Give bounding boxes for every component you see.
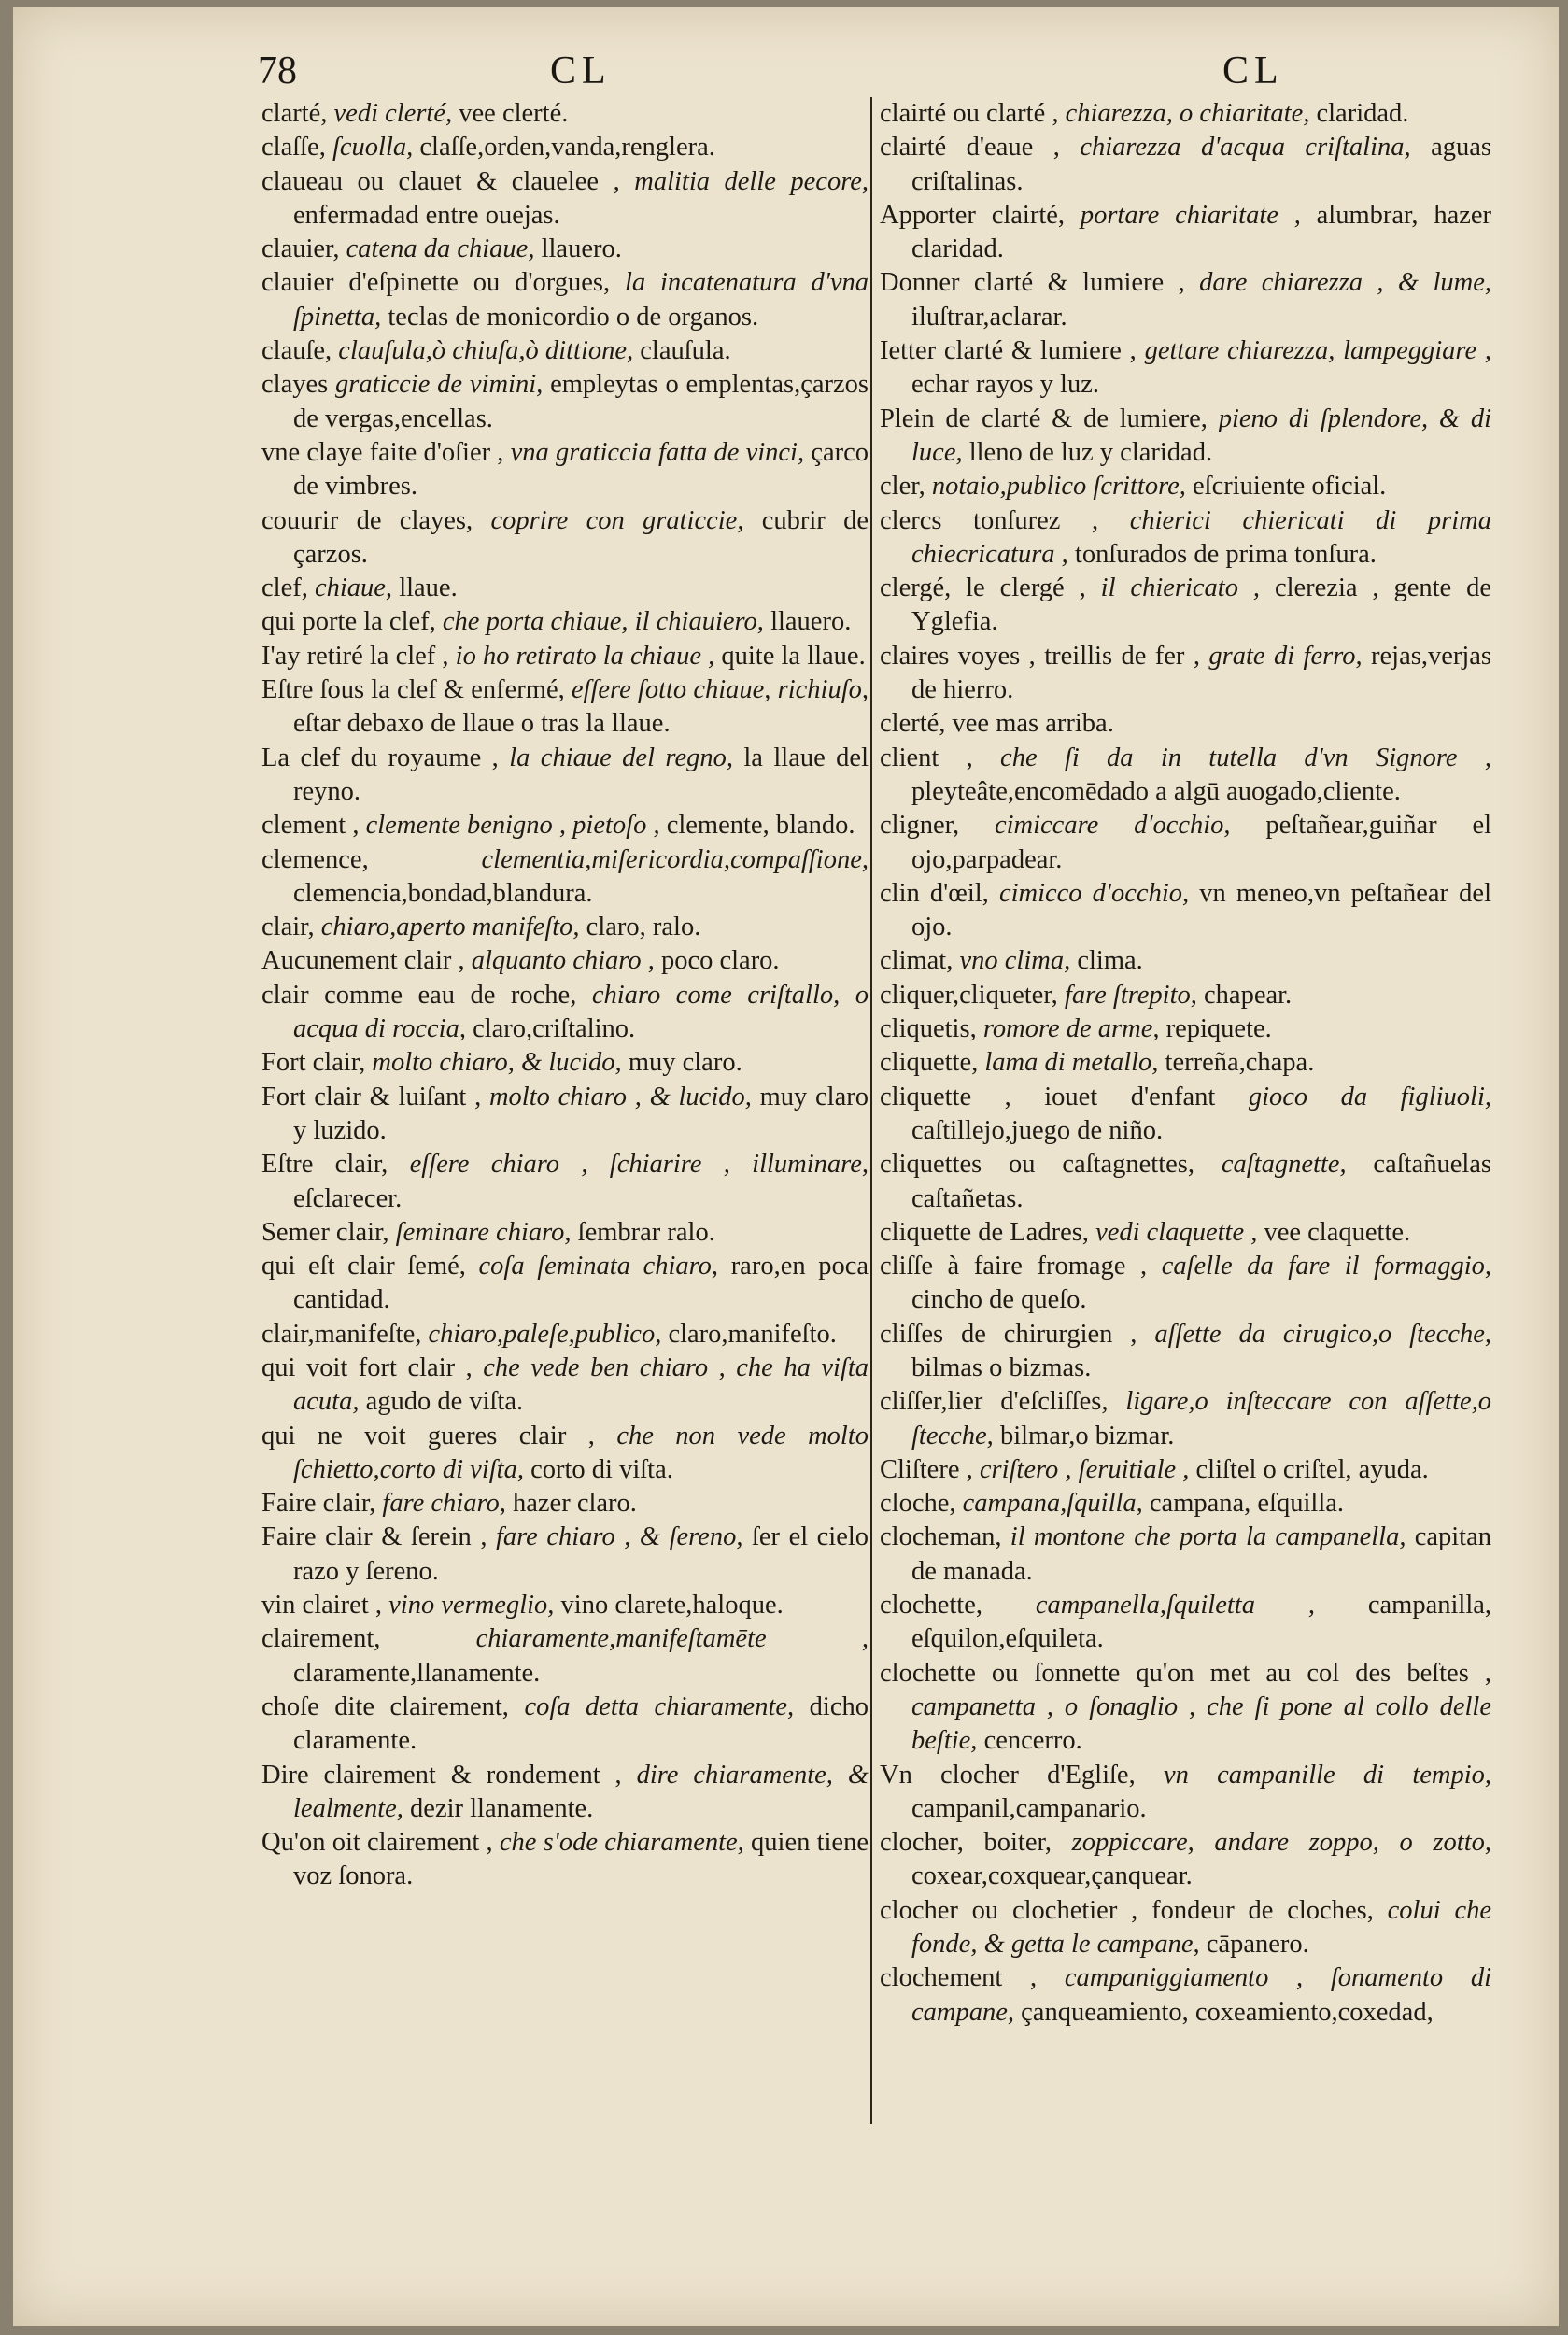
dictionary-entry bbox=[880, 1894, 1491, 1962]
spanish-translation: clerezia , gente de Yglefia. bbox=[911, 573, 1491, 637]
dictionary-entry bbox=[880, 707, 1491, 741]
french-headword: Eſtre clair, bbox=[261, 1150, 388, 1180]
italian-translation: grate di ferro, bbox=[1208, 641, 1363, 671]
italian-translation: ligare,o inſteccare con aſſette,o ſtecche, bbox=[911, 1387, 1492, 1451]
spanish-translation: iluſtrar,aclarar. bbox=[911, 302, 1067, 332]
french-headword: clauier, bbox=[261, 234, 340, 264]
italian-translation: eſſere ſotto chiaue, richiuſo, bbox=[571, 675, 869, 705]
spanish-translation: çanqueamiento, coxeamiento,coxedad, bbox=[1021, 1997, 1434, 2027]
spanish-translation: quite la llaue. bbox=[721, 641, 866, 671]
spanish-translation: claramente,llanamente. bbox=[293, 1658, 541, 1688]
spanish-translation: llauero. bbox=[541, 234, 622, 264]
dictionary-entry bbox=[880, 1081, 1491, 1149]
french-headword: cliquette , iouet d'enfant bbox=[880, 1082, 1216, 1111]
italian-translation: che porta chiaue, il chiauiero, bbox=[442, 607, 764, 637]
dictionary-entry bbox=[261, 97, 869, 131]
french-headword: cliquette de Ladres, bbox=[880, 1217, 1089, 1247]
french-headword: La clef du royaume , bbox=[261, 743, 499, 772]
spanish-translation: clauſula. bbox=[640, 336, 731, 366]
right-running-head: CL bbox=[1222, 50, 1284, 92]
italian-translation: coſa ſeminata chiaro, bbox=[478, 1252, 719, 1281]
french-headword: clement , bbox=[261, 811, 360, 841]
italian-translation: zoppiccare, andare zoppo, o zotto, bbox=[1071, 1828, 1492, 1858]
column-divider bbox=[870, 97, 872, 2124]
dictionary-entry bbox=[261, 673, 869, 742]
spanish-translation: cencerro. bbox=[983, 1726, 1082, 1756]
italian-translation: gettare chiarezza, lampeggiare , bbox=[1144, 336, 1492, 366]
dictionary-entry bbox=[261, 1216, 869, 1250]
italian-translation: ſcuolla, bbox=[332, 133, 414, 163]
italian-translation: chierici chiericati di prima chiecricatura , bbox=[911, 505, 1491, 569]
french-headword: qui voit fort clair , bbox=[261, 1352, 473, 1382]
dictionary-entry bbox=[880, 1487, 1491, 1521]
dictionary-entry bbox=[880, 1961, 1491, 2030]
italian-translation: io ho retirato la chiaue , bbox=[455, 641, 715, 671]
french-headword: claueau ou clauet & clauelee , bbox=[261, 166, 620, 196]
french-headword: clochette, bbox=[880, 1591, 982, 1620]
dictionary-entry bbox=[261, 368, 869, 436]
dictionary-entry bbox=[261, 1826, 869, 1894]
spanish-translation: llaue. bbox=[399, 573, 458, 603]
italian-translation: la incatenatura d'vna ſpinetta, bbox=[293, 268, 869, 332]
french-headword: clayes bbox=[261, 370, 329, 400]
dictionary-entry bbox=[880, 944, 1491, 978]
italian-translation: graticcie de vimini, bbox=[335, 370, 544, 400]
spanish-translation: rejas,verjas de hierro. bbox=[911, 641, 1492, 705]
italian-translation: campana,ſquilla, bbox=[962, 1489, 1143, 1519]
italian-translation: notaio,publico ſcrittore, bbox=[931, 472, 1186, 502]
french-headword: vne claye faite d'oſier , bbox=[261, 437, 504, 467]
spanish-translation: bilmas o bizmas. bbox=[911, 1352, 1092, 1382]
italian-translation: molto chiaro, & lucido, bbox=[372, 1048, 622, 1078]
spanish-translation: bilmar,o bizmar. bbox=[999, 1421, 1175, 1451]
italian-translation: caſtagnette, bbox=[1221, 1150, 1347, 1180]
french-headword: Donner clarté & lumiere , bbox=[880, 268, 1185, 298]
french-headword: Fort clair & luiſant , bbox=[261, 1082, 482, 1111]
spanish-translation: echar rayos y luz. bbox=[911, 370, 1099, 400]
dictionary-page bbox=[13, 7, 1559, 2326]
spanish-translation: peſtañear,guiñar el ojo,parpadear. bbox=[911, 811, 1492, 874]
french-headword: cliquette, bbox=[880, 1048, 979, 1078]
french-headword: clin d'œil, bbox=[880, 878, 989, 908]
spanish-translation: aguas criſtalinas. bbox=[911, 133, 1491, 196]
italian-translation: chiaramente,manifeſtamēte , bbox=[475, 1624, 869, 1654]
spanish-translation: dezir llanamente. bbox=[410, 1793, 594, 1823]
spanish-translation: tonſurados de prima tonſura. bbox=[1074, 539, 1377, 569]
spanish-translation: eſclarecer. bbox=[293, 1183, 403, 1213]
italian-translation: eſſere chiaro , ſchiarire , illuminare, bbox=[409, 1150, 869, 1180]
dictionary-entry bbox=[261, 233, 869, 266]
dictionary-entry bbox=[880, 877, 1491, 945]
spanish-translation: hazer claro. bbox=[513, 1489, 637, 1519]
italian-translation: vedi claquette , bbox=[1095, 1217, 1258, 1247]
italian-translation: pieno di ſplendore, & di luce, bbox=[911, 403, 1492, 467]
french-headword: clocheman, bbox=[880, 1522, 1002, 1552]
italian-translation: ſeminare chiaro, bbox=[395, 1217, 572, 1247]
french-headword: clauſe, bbox=[261, 336, 332, 366]
right-column bbox=[880, 97, 1491, 2030]
italian-translation: che s'ode chiaramente, bbox=[499, 1828, 744, 1858]
dictionary-entry bbox=[880, 1216, 1491, 1250]
spanish-translation: muy claro y luzido. bbox=[293, 1082, 869, 1145]
dictionary-entry bbox=[880, 97, 1491, 131]
italian-translation: dire chiaramente, & lealmente, bbox=[293, 1760, 869, 1823]
spanish-translation: vee mas arriba. bbox=[952, 709, 1114, 739]
italian-translation: fare chiaro, bbox=[382, 1489, 506, 1519]
dictionary-entry bbox=[261, 979, 869, 1047]
french-headword: Faire clair & ſerein , bbox=[261, 1522, 487, 1552]
french-headword: Apporter clairté, bbox=[880, 200, 1066, 230]
spanish-translation: campanil,campanario. bbox=[911, 1793, 1147, 1823]
dictionary-entry bbox=[261, 1046, 869, 1080]
french-headword: qui porte la clef, bbox=[261, 607, 436, 637]
dictionary-entry bbox=[880, 1453, 1491, 1487]
french-headword: clocher ou clochetier , fondeur de cloches, bbox=[880, 1895, 1374, 1925]
dictionary-entry bbox=[880, 1250, 1491, 1318]
spanish-translation: la llaue del reyno. bbox=[293, 743, 869, 806]
french-headword: clercs tonſurez , bbox=[880, 505, 1099, 535]
spanish-translation: empleytas o emplentas,çarzos de vergas,encellas. bbox=[293, 370, 869, 433]
dictionary-entry bbox=[880, 1148, 1491, 1216]
french-headword: clocher, boiter, bbox=[880, 1828, 1052, 1858]
french-headword: clairté ou clarté , bbox=[880, 99, 1059, 128]
italian-translation: cimicco d'occhio, bbox=[998, 878, 1190, 908]
spanish-translation: quien tiene voz ſonora. bbox=[293, 1828, 869, 1891]
spanish-translation: clima. bbox=[1077, 946, 1143, 976]
french-headword: Faire clair, bbox=[261, 1489, 376, 1519]
french-headword: clair comme eau de roche, bbox=[261, 980, 577, 1010]
french-headword: clergé, le clergé , bbox=[880, 573, 1086, 603]
spanish-translation: eſtar debaxo de llaue o tras la llaue. bbox=[293, 709, 671, 739]
italian-translation: molto chiaro , & lucido, bbox=[488, 1082, 752, 1111]
french-headword: clochette ou ſonnette qu'on met au col des beſtes , bbox=[880, 1658, 1491, 1688]
dictionary-entry bbox=[261, 436, 869, 504]
dictionary-entry bbox=[880, 1759, 1491, 1827]
dictionary-entry bbox=[261, 809, 869, 842]
dictionary-entry bbox=[880, 1318, 1491, 1386]
french-headword: couurir de clayes, bbox=[261, 505, 473, 535]
spanish-translation: muy claro. bbox=[628, 1048, 742, 1078]
french-headword: cliquer,cliqueter, bbox=[880, 980, 1058, 1010]
dictionary-entry bbox=[880, 742, 1491, 810]
french-headword: clauier d'eſpinette ou d'orgues, bbox=[261, 268, 611, 298]
left-column bbox=[261, 97, 869, 1894]
french-headword: clair,manifeſte, bbox=[261, 1319, 422, 1349]
dictionary-entry bbox=[261, 572, 869, 605]
italian-translation: clemente benigno , pietoſo , bbox=[365, 811, 660, 841]
italian-translation: chiaue, bbox=[314, 573, 393, 603]
italian-translation: vno clima, bbox=[959, 946, 1071, 976]
dictionary-entry bbox=[880, 1046, 1491, 1080]
french-headword: clochement , bbox=[880, 1963, 1038, 1993]
italian-translation: catena da chiaue, bbox=[346, 234, 535, 264]
italian-translation: vn campanille di tempio, bbox=[1163, 1760, 1492, 1790]
french-headword: claſſe, bbox=[261, 133, 326, 163]
french-headword: I'ay retiré la clef , bbox=[261, 641, 449, 671]
italian-translation: romore de arme, bbox=[982, 1014, 1160, 1044]
spanish-translation: corto di viſta. bbox=[530, 1454, 673, 1484]
spanish-translation: capitan de manada. bbox=[911, 1522, 1492, 1586]
french-headword: Eſtre ſous la clef & enfermé, bbox=[261, 675, 565, 705]
dictionary-entry bbox=[261, 165, 869, 234]
dictionary-entry bbox=[261, 1521, 869, 1589]
spanish-translation: alumbrar, hazer claridad. bbox=[911, 200, 1492, 264]
dictionary-entry bbox=[261, 911, 869, 944]
dictionary-entry bbox=[261, 605, 869, 639]
dictionary-entry bbox=[261, 1081, 869, 1149]
spanish-translation: cubrir de çarzos. bbox=[293, 505, 869, 569]
italian-translation: vna graticcia fatta de vinci, bbox=[510, 437, 805, 467]
spanish-translation: coxear,coxquear,çanquear. bbox=[911, 1861, 1193, 1891]
italian-translation: colui che fonde, & getta le campane, bbox=[911, 1895, 1491, 1960]
italian-translation: malitia delle pecore, bbox=[634, 166, 869, 196]
spanish-translation: claro,criſtalino. bbox=[473, 1014, 636, 1044]
spanish-translation: enfermadad entre ouejas. bbox=[293, 200, 560, 230]
french-headword: cliſſes de chirurgien , bbox=[880, 1319, 1137, 1349]
dictionary-entry bbox=[880, 809, 1491, 877]
dictionary-entry bbox=[261, 266, 869, 334]
spanish-translation: chapear. bbox=[1204, 980, 1293, 1010]
italian-translation: vino vermeglio, bbox=[388, 1591, 555, 1620]
italian-translation: cimiccare d'occhio, bbox=[994, 811, 1231, 841]
french-headword: clairement, bbox=[261, 1624, 381, 1654]
french-headword: Fort clair, bbox=[261, 1048, 366, 1078]
spanish-translation: claridad. bbox=[1316, 99, 1409, 128]
dictionary-entry bbox=[261, 1589, 869, 1622]
dictionary-entry bbox=[261, 1351, 869, 1420]
spanish-translation: caſtillejo,juego de niño. bbox=[911, 1115, 1164, 1145]
french-headword: clef, bbox=[261, 573, 308, 603]
dictionary-entry bbox=[880, 266, 1491, 334]
french-headword: qui eſt clair ſemé, bbox=[261, 1252, 466, 1281]
french-headword: cloche, bbox=[880, 1489, 956, 1519]
italian-translation: lama di metallo, bbox=[984, 1048, 1159, 1078]
french-headword: cligner, bbox=[880, 811, 960, 841]
italian-translation: campanetta , o ſonaglio , che ſi pone al collo delle beſtie, bbox=[911, 1691, 1491, 1756]
page-number: 78 bbox=[258, 50, 297, 92]
french-headword: Qu'on oit clairement , bbox=[261, 1828, 493, 1858]
spanish-translation: lleno de luz y claridad. bbox=[968, 437, 1213, 467]
french-headword: vin clairet , bbox=[261, 1591, 382, 1620]
italian-translation: chiaro come criſtallo, o acqua di roccia, bbox=[293, 980, 869, 1044]
spanish-translation: claro,manifeſto. bbox=[668, 1319, 837, 1349]
dictionary-entry bbox=[880, 1385, 1491, 1453]
dictionary-entry bbox=[261, 1759, 869, 1827]
french-headword: Dire clairement & rondement , bbox=[261, 1760, 622, 1790]
italian-translation: che vede ben chiaro , che ha viſta acuta, bbox=[293, 1352, 869, 1417]
spanish-translation: claſſe,orden,vanda,renglera. bbox=[419, 133, 715, 163]
italian-translation: il montone che porta la campanella, bbox=[1010, 1522, 1406, 1552]
spanish-translation: ſembrar ralo. bbox=[577, 1217, 715, 1247]
french-headword: qui ne voit gueres clair , bbox=[261, 1421, 595, 1451]
spanish-translation: teclas de monicordio o de organos. bbox=[388, 302, 759, 332]
italian-translation: chiaro,aperto manifeſto, bbox=[320, 913, 580, 942]
spanish-translation: llauero. bbox=[770, 607, 852, 637]
french-headword: choſe dite clairement, bbox=[261, 1691, 509, 1721]
french-headword: clemence, bbox=[261, 844, 369, 874]
italian-translation: la chiaue del regno, bbox=[509, 743, 733, 772]
dictionary-entry bbox=[880, 131, 1491, 199]
italian-translation: gioco da figliuoli, bbox=[1248, 1082, 1492, 1111]
dictionary-entry bbox=[261, 1148, 869, 1216]
dictionary-entry bbox=[261, 640, 869, 673]
french-headword: cliquetis, bbox=[880, 1014, 977, 1044]
dictionary-entry bbox=[261, 944, 869, 978]
spanish-translation: cāpanero. bbox=[1206, 1930, 1309, 1960]
italian-translation: il chiericato , bbox=[1100, 573, 1261, 603]
french-headword: cliquettes ou caſtagnettes, bbox=[880, 1150, 1194, 1180]
dictionary-entry bbox=[261, 843, 869, 912]
dictionary-entry bbox=[880, 199, 1491, 267]
italian-translation: che ſi da in tutella d'vn Signore , bbox=[1000, 743, 1491, 772]
spanish-translation: caſtañuelas caſtañetas. bbox=[911, 1150, 1492, 1213]
spanish-translation: raro,en poca cantidad. bbox=[293, 1252, 869, 1315]
italian-translation: aſſette da cirugico,o ſtecche, bbox=[1154, 1319, 1491, 1349]
spanish-translation: agudo de viſta. bbox=[365, 1387, 524, 1417]
spanish-translation: eſcriuiente oficial. bbox=[1193, 472, 1387, 502]
spanish-translation: dicho claramente. bbox=[293, 1691, 869, 1756]
dictionary-entry bbox=[261, 1318, 869, 1351]
dictionary-entry bbox=[261, 742, 869, 810]
italian-translation: vedi clerté, bbox=[333, 99, 453, 128]
french-headword: cliſſe à faire fromage , bbox=[880, 1252, 1148, 1281]
italian-translation: coſa detta chiaramente, bbox=[524, 1691, 795, 1721]
dictionary-entry bbox=[880, 640, 1491, 708]
french-headword: Semer clair, bbox=[261, 1217, 389, 1247]
spanish-translation: claro, ralo. bbox=[586, 913, 701, 942]
spanish-translation: pleyteâte,encomēdado a algū auogado,cliente. bbox=[911, 776, 1401, 806]
spanish-translation: cliſtel o criſtel, ayuda. bbox=[1195, 1454, 1429, 1484]
italian-translation: che non vede molto ſchietto,corto di viſta, bbox=[293, 1421, 869, 1484]
french-headword: climat, bbox=[880, 946, 954, 976]
spanish-translation: ſer el cielo razo y ſereno. bbox=[293, 1522, 869, 1586]
spanish-translation: terreña,chapa. bbox=[1165, 1048, 1315, 1078]
italian-translation: criſtero , ſeruitiale , bbox=[979, 1454, 1190, 1484]
left-running-head: CL bbox=[550, 50, 612, 92]
italian-translation: fare chiaro , & ſereno, bbox=[495, 1522, 743, 1552]
italian-translation: coprire con graticcie, bbox=[490, 505, 744, 535]
italian-translation: clementia,miſericordia,compaſſione, bbox=[481, 844, 869, 874]
italian-translation: fare ſtrepito, bbox=[1064, 980, 1197, 1010]
dictionary-entry bbox=[880, 1826, 1491, 1894]
spanish-translation: clemencia,bondad,blandura. bbox=[293, 878, 593, 908]
dictionary-entry bbox=[261, 1420, 869, 1488]
spanish-translation: çarco de vimbres. bbox=[293, 437, 869, 502]
french-headword: Aucunement clair , bbox=[261, 946, 465, 976]
dictionary-entry bbox=[261, 1622, 869, 1691]
italian-translation: chiaro,paleſe,publico, bbox=[428, 1319, 662, 1349]
french-headword: clairté d'eaue , bbox=[880, 133, 1060, 163]
french-headword: Vn clocher d'Egliſe, bbox=[880, 1760, 1136, 1790]
spanish-translation: vino clarete,haloque. bbox=[560, 1591, 784, 1620]
french-headword: client , bbox=[880, 743, 973, 772]
dictionary-entry bbox=[261, 334, 869, 368]
dictionary-entry bbox=[880, 403, 1491, 471]
italian-translation: campaniggiamento , ſonamento di campane, bbox=[911, 1963, 1491, 2027]
french-headword: clair, bbox=[261, 913, 315, 942]
dictionary-entry bbox=[880, 1521, 1491, 1589]
italian-translation: alquanto chiaro , bbox=[471, 946, 655, 976]
spanish-translation: clemente, blando. bbox=[666, 811, 855, 841]
french-headword: cliſſer,lier d'eſcliſſes, bbox=[880, 1387, 1109, 1417]
dictionary-entry bbox=[880, 1589, 1491, 1657]
dictionary-entry bbox=[261, 1487, 869, 1521]
dictionary-entry bbox=[880, 334, 1491, 403]
dictionary-entry bbox=[880, 572, 1491, 640]
spanish-translation: cincho de queſo. bbox=[911, 1285, 1087, 1315]
french-headword: claires voyes , treillis de fer , bbox=[880, 641, 1200, 671]
italian-translation: dare chiarezza , & lume, bbox=[1199, 268, 1492, 298]
dictionary-entry bbox=[880, 1657, 1491, 1759]
spanish-translation: vee claquette. bbox=[1264, 1217, 1411, 1247]
italian-translation: portare chiaritate , bbox=[1080, 200, 1301, 230]
spanish-translation: vn meneo,vn peſtañear del ojo. bbox=[911, 878, 1491, 942]
italian-translation: campanella,ſquiletta , bbox=[1035, 1591, 1315, 1620]
dictionary-entry bbox=[261, 1250, 869, 1318]
french-headword: clerté, bbox=[880, 709, 946, 739]
dictionary-entry bbox=[880, 470, 1491, 503]
spanish-translation: campana, eſquilla. bbox=[1149, 1489, 1345, 1519]
dictionary-entry bbox=[261, 131, 869, 164]
italian-translation: chiarezza d'acqua criſtalina, bbox=[1080, 133, 1411, 163]
spanish-translation: poco claro. bbox=[660, 946, 780, 976]
dictionary-entry bbox=[880, 979, 1491, 1012]
spanish-translation: repiquete. bbox=[1165, 1014, 1272, 1044]
spanish-translation: campanilla, eſquilon,eſquileta. bbox=[911, 1591, 1492, 1654]
french-headword: clarté, bbox=[261, 99, 328, 128]
italian-translation: caſelle da fare il formaggio, bbox=[1161, 1252, 1491, 1281]
french-headword: Ietter clarté & lumiere , bbox=[880, 336, 1137, 366]
french-headword: Cliſtere , bbox=[880, 1454, 973, 1484]
spanish-translation: vee clerté. bbox=[459, 99, 569, 128]
dictionary-entry bbox=[880, 1012, 1491, 1046]
dictionary-entry bbox=[261, 1691, 869, 1759]
italian-translation: chiarezza, o chiaritate, bbox=[1065, 99, 1310, 128]
french-headword: cler, bbox=[880, 472, 925, 502]
dictionary-entry bbox=[880, 504, 1491, 573]
italian-translation: clauſula,ò chiuſa,ò dittione, bbox=[338, 336, 634, 366]
dictionary-entry bbox=[261, 504, 869, 573]
french-headword: Plein de clarté & de lumiere, bbox=[880, 403, 1208, 433]
